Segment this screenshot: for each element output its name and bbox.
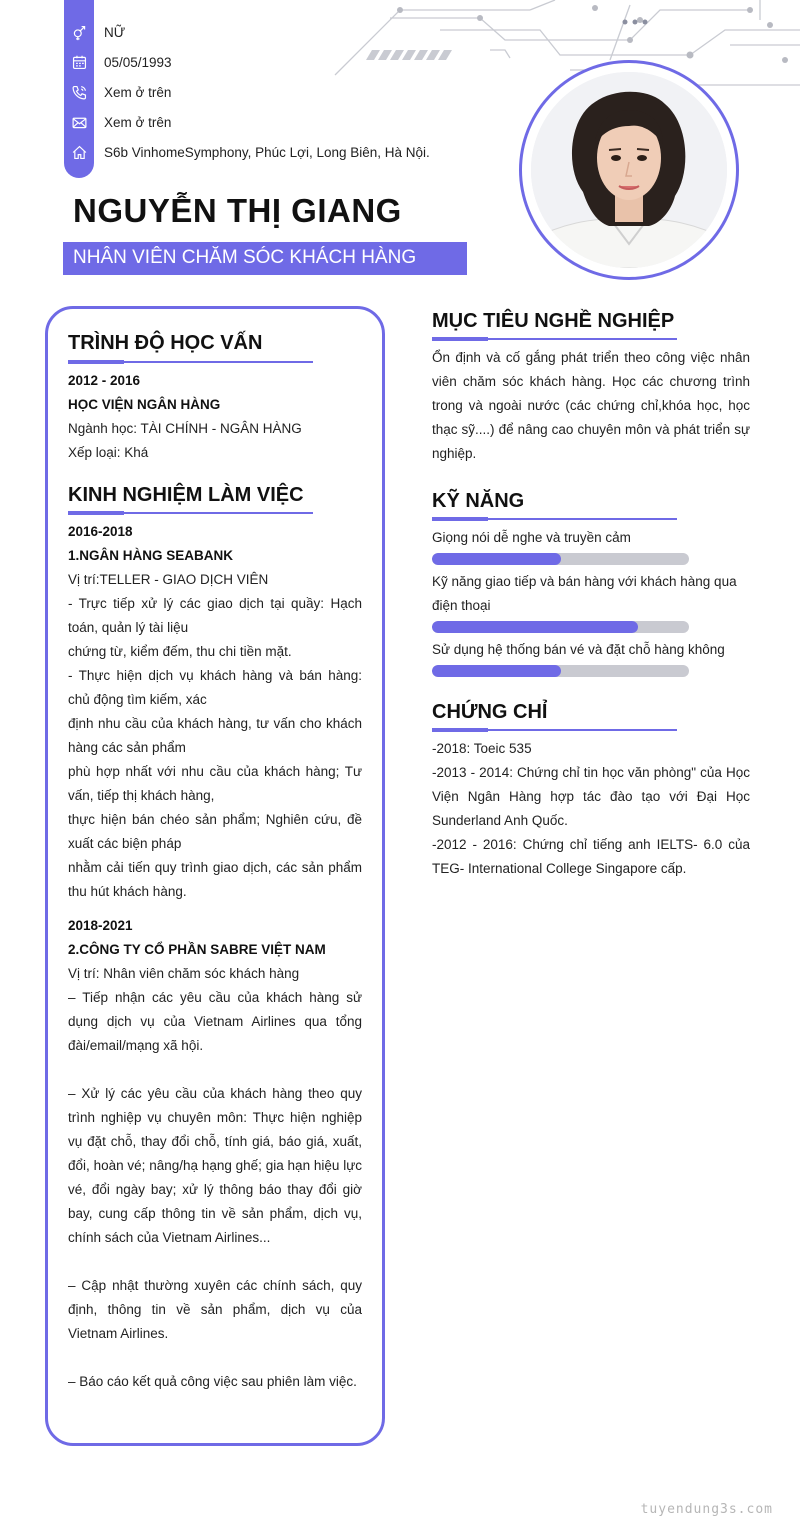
- experience-underline: [68, 512, 313, 514]
- gender-icon: [64, 17, 94, 47]
- job-line: phù hợp nhất với nhu cầu của khách hàng; Tư vấn, tiếp thị khách hàng,: [68, 764, 362, 803]
- contact-birthday: [64, 47, 172, 77]
- job-period: 2016-2018: [68, 524, 133, 539]
- skills-title: KỸ NĂNG: [432, 490, 525, 512]
- job-position: Vị trí:TELLER - GIAO DỊCH VIÊN: [68, 572, 269, 587]
- job-line: nhằm cải tiến quy trình giao dịch, các sản phẩm thu hút khách hàng.: [68, 860, 362, 899]
- job-line: – Báo cáo kết quả công việc sau phiên làm việc.: [68, 1374, 357, 1389]
- skill-fill: [432, 553, 561, 565]
- certificate-item: -2013 - 2014: Chứng chỉ tin học văn phòng" của Học Viện Ngân Hàng hợp tác đào tạo với Đại Học Sunderland Anh Quốc.: [432, 765, 750, 828]
- certificates-block: [432, 737, 750, 881]
- contact-email: [64, 107, 171, 137]
- mail-icon: [64, 107, 94, 137]
- contact-gender: [64, 17, 125, 47]
- candidate-name: NGUYỄN THỊ GIANG: [73, 192, 402, 229]
- job-line: – Cập nhật thường xuyên các chính sách, quy định, thông tin về sản phẩm, dịch vụ của Vietnam Airlines.: [68, 1278, 362, 1341]
- skill-fill: [432, 665, 561, 677]
- birthday-text: 05/05/1993: [104, 54, 172, 70]
- education-underline: [68, 361, 313, 363]
- contact-address: [64, 137, 430, 167]
- portrait-illustration: [531, 72, 727, 268]
- education-period: 2012 - 2016: [68, 373, 141, 388]
- skill-bar: [432, 665, 689, 677]
- education-grade: Xếp loại: Khá: [68, 445, 149, 460]
- experience-title: KINH NGHIỆM LÀM VIỆC: [68, 484, 304, 506]
- avatar: [531, 72, 727, 268]
- skill-fill: [432, 621, 638, 633]
- candidate-role: NHÂN VIÊN CHĂM SÓC KHÁCH HÀNG: [63, 242, 467, 275]
- certificates-title: CHỨNG CHỈ: [432, 701, 548, 723]
- skill-bar: [432, 621, 689, 633]
- objective-underline: [432, 338, 677, 340]
- experience-block: [68, 520, 362, 1394]
- job-line: chứng từ, kiểm đếm, thu chi tiền mặt.: [68, 644, 292, 659]
- education-school: HỌC VIỆN NGÂN HÀNG: [68, 397, 221, 412]
- objective-text: Ổn định và cố gắng phát triển theo công việc nhân viên chăm sóc khách hàng. Học các chương trình trong và ngoài nước (các chứng chỉ,khóa học, học thạc sỹ....) để nâng cao chuyên môn và phát triển sự nghiệp.: [432, 350, 750, 461]
- skill-label: Sử dụng hệ thống bán vé và đặt chỗ hàng không: [432, 642, 725, 657]
- job-position: Vị trí: Nhân viên chăm sóc khách hàng: [68, 966, 300, 981]
- certificate-item: -2018: Toeic 535: [432, 741, 532, 756]
- job-line: định nhu cầu của khách hàng, tư vấn cho khách hàng các sản phẩm: [68, 716, 362, 755]
- objective-title: MỤC TIÊU NGHỀ NGHIỆP: [432, 310, 675, 332]
- job-line: thực hiện bán chéo sản phẩm; Nghiên cứu, đề xuất các biện pháp: [68, 812, 362, 851]
- job-company: 2.CÔNG TY CỔ PHẦN SABRE VIỆT NAM: [68, 942, 326, 957]
- skill-label: Kỹ năng giao tiếp và bán hàng với khách hàng qua điện thoại: [432, 574, 737, 613]
- gender-text: NỮ: [104, 24, 126, 40]
- home-icon: [64, 137, 94, 167]
- email-text: Xem ở trên: [104, 114, 172, 130]
- job-company: 1.NGÂN HÀNG SEABANK: [68, 548, 234, 563]
- job-line: – Tiếp nhận các yêu cầu của khách hàng sử dụng dịch vụ của Vietnam Airlines qua tổng đài/email/mạng xã hội.: [68, 990, 362, 1053]
- education-block: [68, 369, 363, 465]
- address-text: S6b VinhomeSymphony, Phúc Lợi, Long Biên, Hà Nội.: [104, 144, 430, 160]
- job-line: - Trực tiếp xử lý các giao dịch tại quầy: Hạch toán, quản lý tài liệu: [68, 596, 362, 635]
- calendar-icon: [64, 47, 94, 77]
- certificate-item: -2012 - 2016: Chứng chỉ tiếng anh IELTS- 6.0 của TEG- International College Singapore cấp.: [432, 837, 750, 876]
- phone-text: Xem ở trên: [104, 84, 172, 100]
- watermark: tuyendung3s.com: [640, 1502, 773, 1517]
- job-line: - Thực hiện dịch vụ khách hàng và bán hàng: chủ động tìm kiếm, xác: [68, 668, 362, 707]
- contact-phone: [64, 77, 171, 107]
- phone-icon: [64, 77, 94, 107]
- education-title: TRÌNH ĐỘ HỌC VẤN: [68, 332, 263, 354]
- certificates-underline: [432, 729, 677, 731]
- skills-underline: [432, 518, 677, 520]
- job-line: – Xử lý các yêu cầu của khách hàng theo quy trình nghiệp vụ chuyên môn: Thực hiện nghiệp vụ đặt chỗ, thay đổi chỗ, tính giá, báo giá, xuất, đổi, hoàn vé; nâng/hạ hạng ghế; gia hạn hiệu lực vé, đổi ngày bay; xử lý thông báo thay đổi giờ bay, cung cấp thông tin về sản phẩm, dịch vụ, chính sách của Vietnam Airlines...: [68, 1086, 362, 1245]
- skill-bar: [432, 553, 689, 565]
- skill-label: Giọng nói dễ nghe và truyền cảm: [432, 530, 631, 545]
- education-major: Ngành học: TÀI CHÍNH - NGÂN HÀNG: [68, 421, 302, 436]
- job-period: 2018-2021: [68, 918, 133, 933]
